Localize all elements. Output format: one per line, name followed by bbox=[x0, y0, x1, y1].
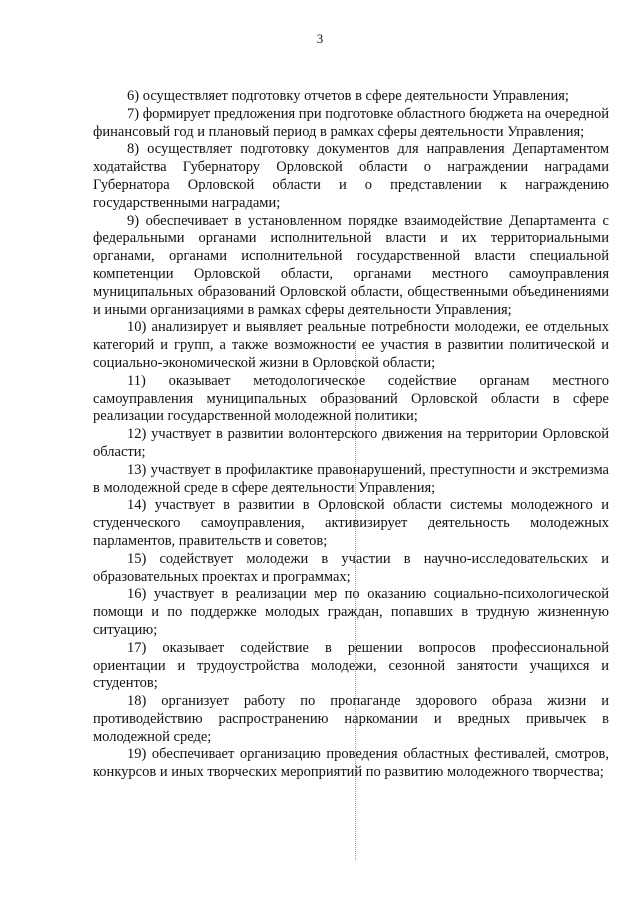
list-item-19: 19) обеспечивает организацию проведения областных фестивалей, смотров, конкурсов и иных творческих мероприятий по развитию молодежного творчества; bbox=[93, 746, 609, 781]
document-body bbox=[93, 88, 609, 782]
list-item-7: 7) формирует предложения при подготовке областного бюджета на очередной финансовый год и плановый период в рамках сферы деятельности Управления; bbox=[93, 105, 609, 140]
list-item-10: 10) анализирует и выявляет реальные потребности молодежи, ее отдельных категорий и групп, а также возможности ее участия в развитии политической и социально-экономической жизни в Орловской области; bbox=[93, 319, 609, 371]
list-item-14: 14) участвует в развитии в Орловской области системы молодежного и студенческого самоуправления, активизирует деятельность молодежных парламентов, правительств и советов; bbox=[93, 497, 609, 549]
list-item-18: 18) организует работу по пропаганде здорового образа жизни и противодействию распространению наркомании и вредных привычек в молодежной среде; bbox=[93, 693, 609, 745]
list-item-15: 15) содействует молодежи в участии в научно-исследовательских и образовательных проектах и программах; bbox=[93, 550, 609, 585]
list-item-11: 11) оказывает методологическое содействие органам местного самоуправления муниципальных образований Орловской области в сфере реализации государственной молодежной политики; bbox=[93, 372, 609, 425]
list-item-8: 8) осуществляет подготовку документов для направления Департаментом ходатайства Губернатору Орловской области о награждении наградами Губернатора Орловской области и о представлении к награждению государственными наградами; bbox=[93, 141, 609, 211]
list-item-13: 13) участвует в профилактике правонарушений, преступности и экстремизма в молодежной среде в сфере деятельности Управления; bbox=[93, 461, 609, 496]
list-item-16: 16) участвует в реализации мер по оказанию социально-психологической помощи и по поддержке молодых граждан, попавших в трудную жизненную ситуацию; bbox=[93, 586, 609, 638]
list-item-9: 9) обеспечивает в установленном порядке взаимодействие Департамента с федеральными органами исполнительной власти и их территориальными органами, органами исполнительной государственной власти специальной компетенции Орловской области, органами местного самоуправления муниципальных образований Орловской области, общественными объединениями и иными организациями в рамках сферы деятельности Управления; bbox=[93, 212, 609, 318]
list-item-12: 12) участвует в развитии волонтерского движения на территории Орловской области; bbox=[93, 426, 609, 460]
page-number: 3 bbox=[316, 31, 324, 46]
list-item-6: 6) осуществляет подготовку отчетов в сфере деятельности Управления; bbox=[127, 88, 569, 104]
list-item-17: 17) оказывает содействие в решении вопросов профессиональной ориентации и трудоустройства молодежи, сезонной занятости учащихся и студентов; bbox=[93, 639, 609, 692]
